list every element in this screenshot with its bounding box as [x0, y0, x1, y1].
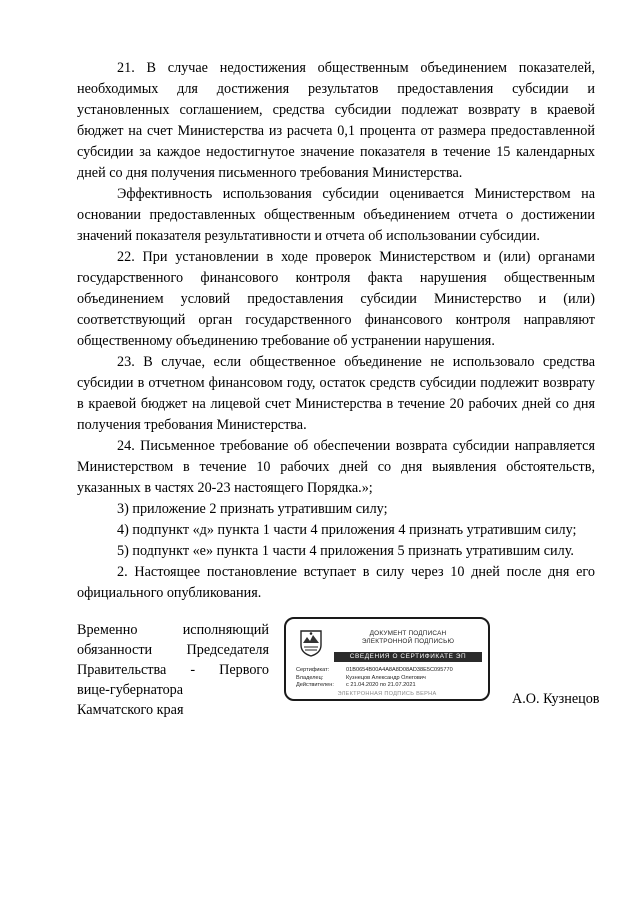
paragraph-23: 23. В случае, если общественное объединение не использовало средства субсидии в отчетном финансовом году, остаток средств субсидии подлежит возврату в краевой бюджет на лицевой счет Министерства в течение 20 рабочих дней со дня получения требования Министерства. [77, 354, 595, 433]
paragraph-2-effective-date: 2. Настоящее постановление вступает в силу через 10 дней после дня его официального опубликования. [77, 564, 595, 601]
certificate-key: Сертификат: [296, 667, 330, 673]
signatory-title-line: Камчатского края [77, 702, 184, 718]
signatory-title-line: Правительства - Первого [77, 662, 269, 678]
owner-key: Владелец: [296, 674, 324, 681]
paragraph-efficiency: Эффективность использования субсидии оценивается Министерством на основании предоставленных общественным объединением отчета о достижении значений показателя результативности и отчета об использовании субсидии. [77, 186, 595, 244]
signatory-title [77, 620, 269, 720]
electronic-signature-stamp [284, 617, 490, 701]
certificate-value: 01B0654B00A4A8A8D08AD38E5C095770 [346, 667, 453, 673]
stamp-header [334, 630, 482, 646]
owner-row [296, 675, 453, 683]
stamp-header-line: ЭЛЕКТРОННОЙ ПОДПИСЬЮ [361, 638, 455, 645]
clause-4: 4) подпункт «д» пункта 1 части 4 приложения 4 признать утратившим силу; [117, 522, 577, 538]
paragraph-22: 22. При установлении в ходе проверок Министерством и (или) органами государственного финансового контроля факта нарушения общественным объединением условий предоставления субсидии Министерство и (или) соответствующий орган государственного финансового контроля направляют общественному объединению требование об устранении нарушения. [77, 249, 595, 349]
clause-3: 3) приложение 2 признать утратившим силу; [117, 501, 388, 517]
signatory-title-line: вице-губернатора [77, 682, 184, 698]
certificate-details [296, 667, 453, 690]
signatory-title-line: обязанности Председателя [77, 642, 269, 658]
validity-row [296, 682, 453, 690]
certificate-row [296, 667, 453, 675]
owner-value: Кузнецов Александр Олегович [346, 674, 426, 681]
signer-name: А.О. Кузнецов [512, 691, 600, 707]
stamp-header-line: ДОКУМЕНТ ПОДПИСАН [369, 630, 447, 637]
document-body [77, 58, 595, 604]
paragraph-24: 24. Письменное требование об обеспечении возврата субсидии направляется Министерством в течение 10 рабочих дней со дня выявления обстоятельств, указанных в частях 20-23 настоящего Порядка.»; [77, 438, 595, 496]
validity-key: Действителен: [296, 682, 334, 688]
paragraph-21: 21. В случае недостижения общественным объединением показателей, необходимых для достижения результатов предоставления субсидии и установленных соглашением, средства субсидии подлежат возврату в краевой бюджет на счет Министерства из расчета 0,1 процента от размера предоставленной субсидии за каждое недостигнутое значение показателя в течение 15 календарных дней со дня получения письменного требования Министерства. [77, 60, 595, 181]
coat-of-arms-icon [298, 627, 324, 657]
clause-5: 5) подпункт «е» пункта 1 части 4 приложения 5 признать утратившим силу. [117, 543, 574, 559]
signature-verified-note: ЭЛЕКТРОННАЯ ПОДПИСЬ ВЕРНА [337, 691, 437, 697]
stamp-banner: СВЕДЕНИЯ О СЕРТИФИКАТЕ ЭП [334, 652, 482, 662]
validity-value: с 21.04.2020 по 21.07.2021 [346, 682, 416, 688]
signatory-title-line: Временно исполняющий [77, 622, 269, 638]
